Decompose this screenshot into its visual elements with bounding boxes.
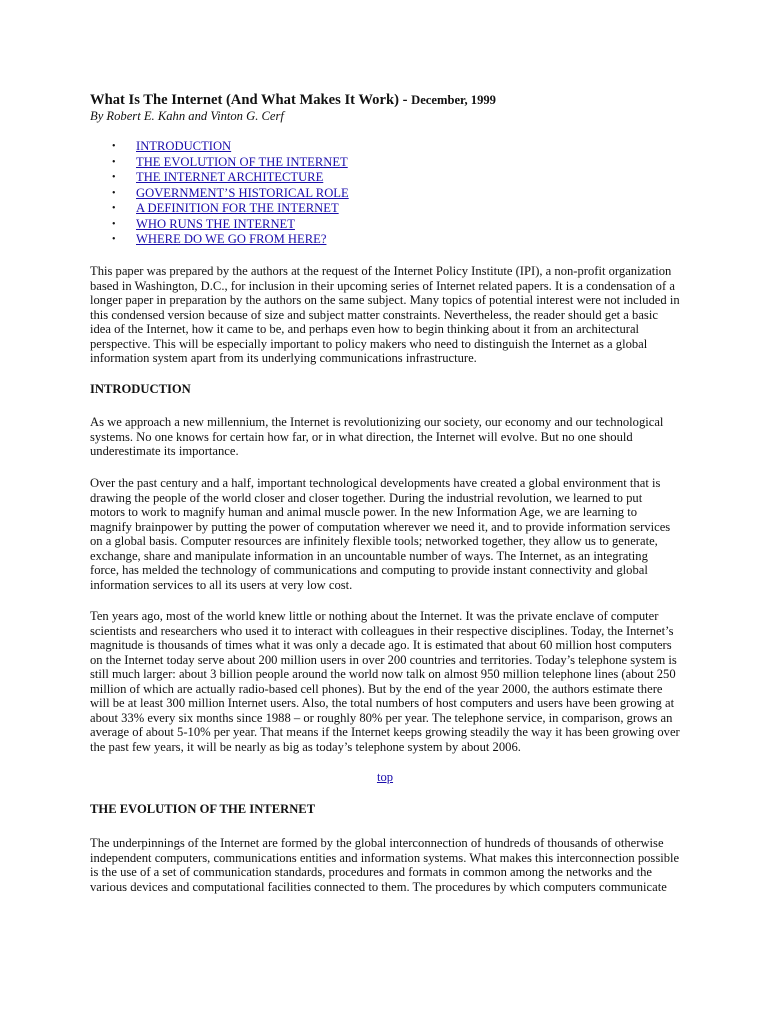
toc-link-who-runs[interactable]: WHO RUNS THE INTERNET xyxy=(136,216,295,231)
bullet-icon: • xyxy=(112,203,116,214)
toc-link-architecture[interactable]: THE INTERNET ARCHITECTURE xyxy=(136,170,324,184)
toc-link-evolution[interactable]: THE EVOLUTION OF THE INTERNET xyxy=(136,154,348,169)
document-title xyxy=(90,92,680,109)
document-content xyxy=(90,92,680,894)
introduction-paragraph-3: Ten years ago, most of the world knew little or nothing about the Internet. It was the private enclave of computer scientists and researchers who used it to interact with colleagues in their respective disciplines. Today, the Internet’s magnitude is thousands of times what it was only a decade ago. It is estimated that about 60 million host computers on the Internet today serve about 200 million users in over 200 countries and territories. Today’s telephone system is still much larger: about 3 billion people around the world now talk on almost 950 million telephone lines (about 250 million of which are actually radio-based cell phones). But by the end of the year 2000, the authors estimate there will be at least 300 million Internet users. Also, the total numbers of host computers and users have been growing at about 33% every six months since 1988 – or roughly 80% per year. The telephone service, in comparison, grows an average of about 5-10% per year. That means if the Internet keeps growing steadily the way it has been growing over the past few years, it will be nearly as big as today’s telephone system by about 2006. xyxy=(90,609,680,754)
toc-link-government-role[interactable]: GOVERNMENT’S HISTORICAL ROLE xyxy=(136,185,349,200)
toc-item-definition xyxy=(90,201,349,217)
title-date: December, 1999 xyxy=(411,93,496,107)
section-heading-introduction: INTRODUCTION xyxy=(90,382,191,396)
bullet-icon: • xyxy=(112,218,116,230)
toc-item-introduction xyxy=(90,139,349,155)
bullet-icon: • xyxy=(112,172,116,183)
toc-item-where-next xyxy=(90,232,349,248)
intro-paragraph: This paper was prepared by the authors at the request of the Internet Policy Institute (IPI), a non-profit organization based in Washington, D.C., for inclusion in their upcoming series of Internet related papers. It is a condensation of a longer paper in preparation by the authors on the same subject. Many topics of potential interest were not included in this condensed version because of size and subject matter constraints. Nevertheless, the reader should get a basic idea of the Internet, how it came to be, and perhaps even how to begin thinking about it from an architectural perspective. This will be especially important to policy makers who need to distinguish the Internet as a global information system apart from its underlying communications infrastructure. xyxy=(90,264,680,365)
toc-link-introduction[interactable]: INTRODUCTION xyxy=(136,139,232,153)
bullet-icon: • xyxy=(112,234,116,245)
toc-item-who-runs xyxy=(90,217,349,233)
introduction-paragraph-1: As we approach a new millennium, the Internet is revolutionizing our society, our economy and our technological systems. No one knows for certain how far, or in what direction, the Internet will evolve. But no one should underestimate its importance. xyxy=(90,415,664,458)
table-of-contents xyxy=(90,139,349,248)
toc-item-evolution xyxy=(90,155,349,171)
introduction-paragraph-2: Over the past century and a half, important technological developments have created a global environment that is drawing the people of the world closer and closer together. During the industrial revolution, we learned to put motors to work to magnify human and animal muscle power. In the new Information Age, we are learning to magnify brainpower by putting the power of computation wherever we need it, and to provide information services on a global basis. Computer resources are infinitely flexible tools; networked together, they allow us to generate, exchange, share and manipulate information in an uncountable number of ways. The Internet, as an integrating force, has melded the technology of communications and computing to provide instant connectivity and global information services to all its users at very low cost. xyxy=(90,476,671,592)
back-to-top-link[interactable]: top xyxy=(376,770,394,784)
top-link-container xyxy=(90,770,680,785)
title-text: What Is The Internet (And What Makes It Work) - xyxy=(90,92,412,108)
toc-link-where-next[interactable]: WHERE DO WE GO FROM HERE? xyxy=(136,232,327,246)
bullet-icon: • xyxy=(112,156,116,168)
toc-link-definition[interactable]: A DEFINITION FOR THE INTERNET xyxy=(136,201,339,215)
bullet-icon: • xyxy=(112,141,116,152)
evolution-paragraph-1: The underpinnings of the Internet are formed by the global interconnection of hundreds of thousands of otherwise independent computers, communications entities and information systems. What makes this interconnection possible is the use of a set of communication standards, procedures and formats in common among the networks and the various devices and computational facilities connected to them. The procedures by which computers communicate xyxy=(90,836,680,894)
toc-item-architecture xyxy=(90,170,349,186)
section-heading-evolution: THE EVOLUTION OF THE INTERNET xyxy=(90,802,316,816)
toc-item-government-role xyxy=(90,186,349,202)
bullet-icon: • xyxy=(112,187,116,199)
byline: By Robert E. Kahn and Vinton G. Cerf xyxy=(90,109,284,123)
